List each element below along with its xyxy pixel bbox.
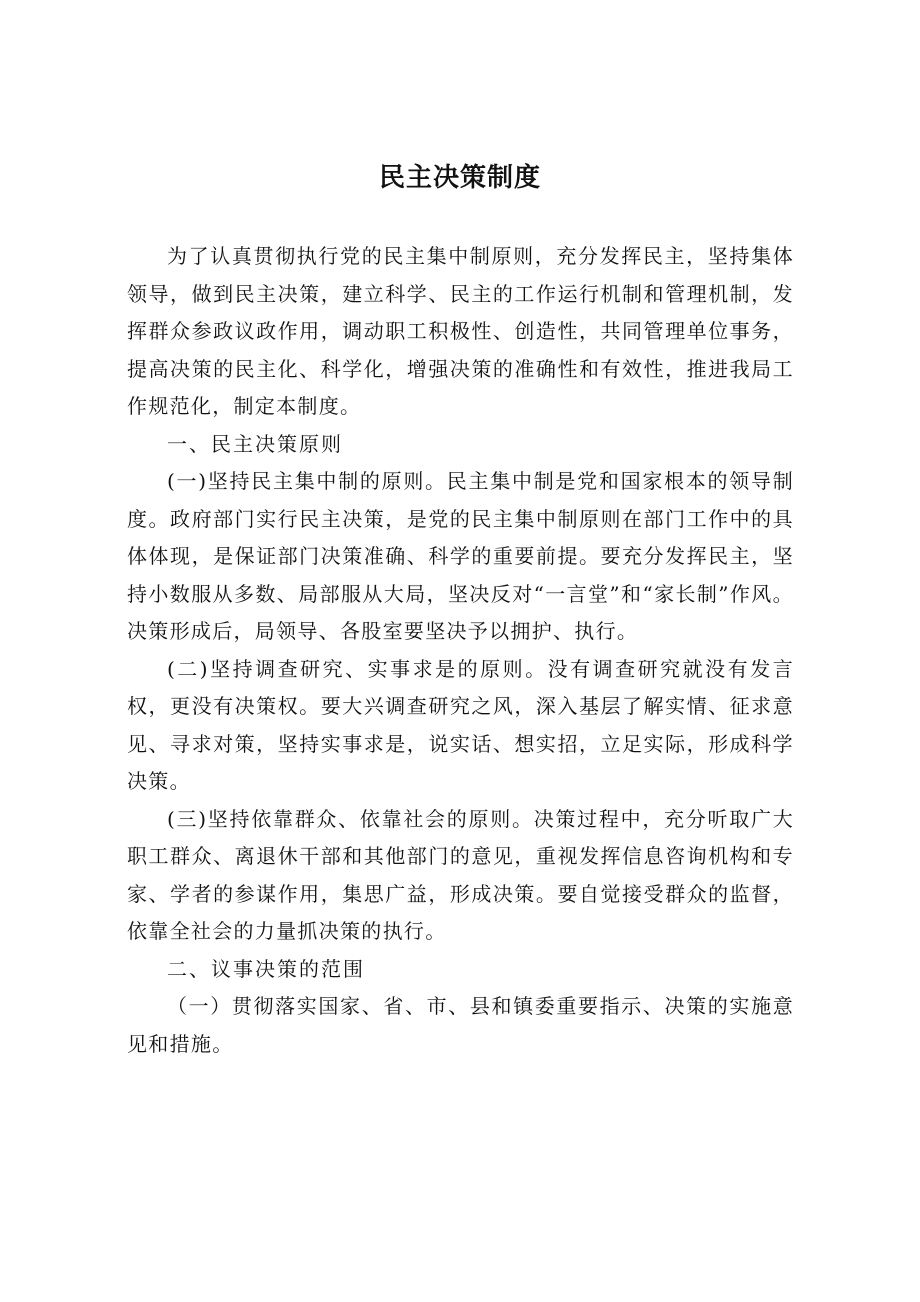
scope-paragraph-1: （一）贯彻落实国家、省、市、县和镇委重要指示、决策的实施意见和措施。 — [127, 994, 794, 1056]
document-title: 民主决策制度 — [378, 163, 541, 194]
principle-paragraph-1: (一)坚持民主集中制的原则。民主集中制是党和国家根本的领导制度。政府部门实行民主决策，是党的民主集中制原则在部门工作中的具体体现，是保证部门决策准确、科学的重要前提。要充分发挥民主，坚持小数服从多数、局部服从大局，坚决反对“一言堂”和“家长制”作风。决策形成后，局领导、各股室要坚决予以拥护、执行。 — [127, 469, 794, 643]
section-heading-principles: 一、民主决策原则 — [167, 431, 343, 456]
section-heading-scope: 二、议事决策的范围 — [167, 956, 365, 981]
intro-paragraph: 为了认真贯彻执行党的民主集中制原则，充分发挥民主，坚持集体领导，做到民主决策，建立科学、民主的工作运行机制和管理机制，发挥群众参政议政作用，调动职工积极性、创造性，共同管理单位事务，提高决策的民主化、科学化，增强决策的准确性和有效性，推进我局工作规范化，制定本制度。 — [127, 244, 794, 418]
document-body — [127, 238, 794, 1063]
principle-paragraph-2: (二)坚持调查研究、实事求是的原则。没有调查研究就没有发言权，更没有决策权。要大兴调查研究之风，深入基层了解实情、征求意见、寻求对策，坚持实事求是，说实话、想实招，立足实际，形成科学决策。 — [127, 656, 794, 793]
principle-paragraph-3: (三)坚持依靠群众、依靠社会的原则。决策过程中，充分听取广大职工群众、离退休干部和其他部门的意见，重视发挥信息咨询机构和专家、学者的参谋作用，集思广益，形成决策。要自觉接受群众的监督，依靠全社会的力量抓决策的执行。 — [127, 806, 794, 943]
